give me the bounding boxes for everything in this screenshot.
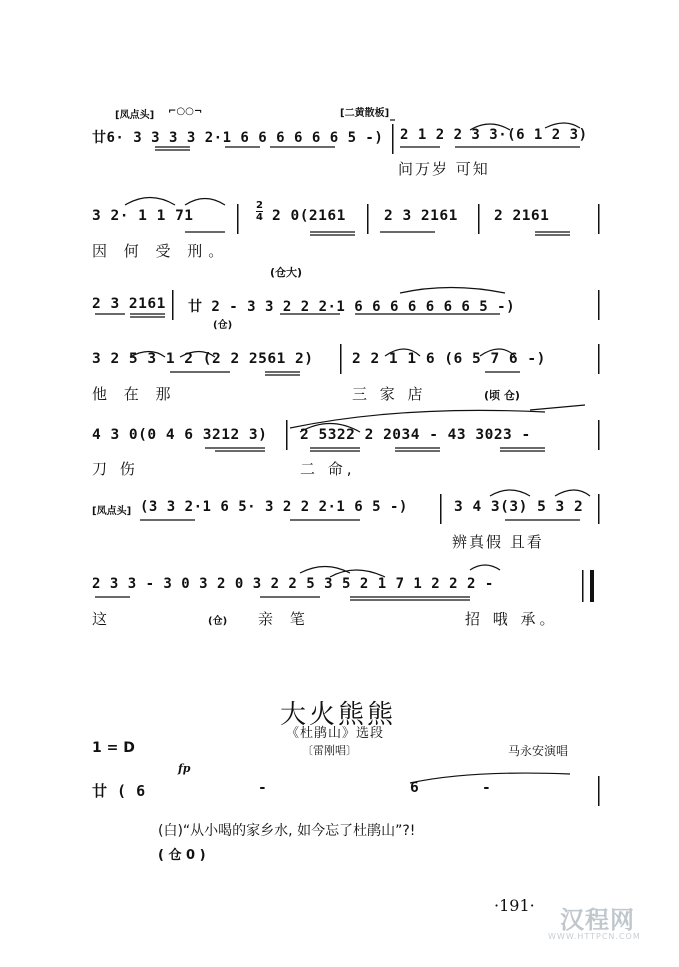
row2-notes-c: 2 3 2161 <box>384 208 458 224</box>
row1-lyric: 问万岁 可知 <box>398 160 490 178</box>
row7-lyric-b: 亲 笔 <box>258 610 311 628</box>
intro-dash-b: - <box>482 780 492 796</box>
watermark-url: WWW.HTTPCN.COM <box>548 932 641 941</box>
section-title: 大火熊熊 <box>280 700 397 730</box>
row6-notes-b: 3 4 3(3) 5 3 2 <box>454 499 584 515</box>
row1-notes-a: 廿6· 3 3 3 3 2·1 6 6 6 6 6 6 5 -) <box>92 130 384 146</box>
row2-lyric: 因 何 受 刑。 <box>92 242 230 260</box>
dynamic-mark: fp <box>178 762 191 775</box>
row6-mark: [凤点头] <box>92 506 132 517</box>
spoken-line: (白)“从小喝的家乡水, 如今忘了杜鹃山”?! <box>158 823 416 839</box>
row3-notes-a: 2 3 2161 <box>92 296 166 312</box>
row5-notes-b: 2 5322 2 2034 - 43 3023 - <box>300 427 531 443</box>
page-number: ·191· <box>494 896 535 915</box>
row4-notes-b: 2 2 1 1 6 (6 5 7 6 -) <box>352 351 546 367</box>
row4-lyric-a: 他 在 那 <box>92 385 177 403</box>
row6-notes-a: (3 3 2·1 6 5· 3 2 2 2·1 6 5 -) <box>140 499 408 515</box>
row6-lyric: 辨真假 且看 <box>452 533 544 551</box>
row2-notes-d: 2 2161 <box>494 208 550 224</box>
intro-dash-a: - <box>258 780 268 796</box>
row2-notes-a: 3 2· 1 1 71 <box>92 208 194 224</box>
row2-notes-b: 2 0(2161 <box>272 208 346 224</box>
row3-mark: (仓大) <box>270 266 303 279</box>
singer-note: 〔雷刚唱〕 <box>302 744 357 757</box>
row5-lyric-a: 刀 伤 <box>92 460 139 478</box>
spoken-sub: ( 仓 0 ) <box>158 848 206 863</box>
row4-lyric-tail: (顷 仓) <box>484 389 520 402</box>
row1-mark-mid: [二黄散板] <box>340 108 390 119</box>
row7-lyric-sub: (仓) <box>208 616 228 627</box>
row1-notes-b: 2 1 2 2 3 3·(6 1 2 3) <box>400 127 588 143</box>
performer: 马永安演唱 <box>508 744 569 758</box>
row3-notes-b: 廿 2 - 3 3 2 2 2·1 6 6 6 6 6 6 6 5 -) <box>188 299 516 315</box>
section-subtitle: 《杜鹃山》选段 <box>286 726 385 741</box>
row3-sub-mark: (仓) <box>213 320 233 331</box>
intro-notes-b: 6 <box>410 780 420 796</box>
key-signature: 1 = D <box>92 740 135 756</box>
watermark-logo: 汉程网 <box>560 906 635 934</box>
row2-time-signature: 2 4 <box>256 200 263 223</box>
row7-lyric-c: 招 哦 承。 <box>465 610 559 628</box>
row7-notes: 2 3 3 - 3 0 3 2 0 3 2 2 5 3 5 2 1 7 1 2 2 2 - <box>92 576 494 592</box>
row7-lyric-a: 这 <box>92 610 108 628</box>
row4-notes-a: 3 2 5 3 1 2 (2 2 2561 2) <box>92 351 314 367</box>
row1-mark-left: [凤点头] <box>115 110 155 121</box>
row5-notes-a: 4 3 0(0 4 6 3212 3) <box>92 427 268 443</box>
row1-mark-dots: ⌐○○¬ <box>168 106 203 117</box>
row4-lyric-b: 三 家 店 <box>352 385 427 403</box>
intro-notes-a: 廿 ( 6 <box>92 782 146 800</box>
row5-lyric-b: 二 命, <box>300 460 356 478</box>
